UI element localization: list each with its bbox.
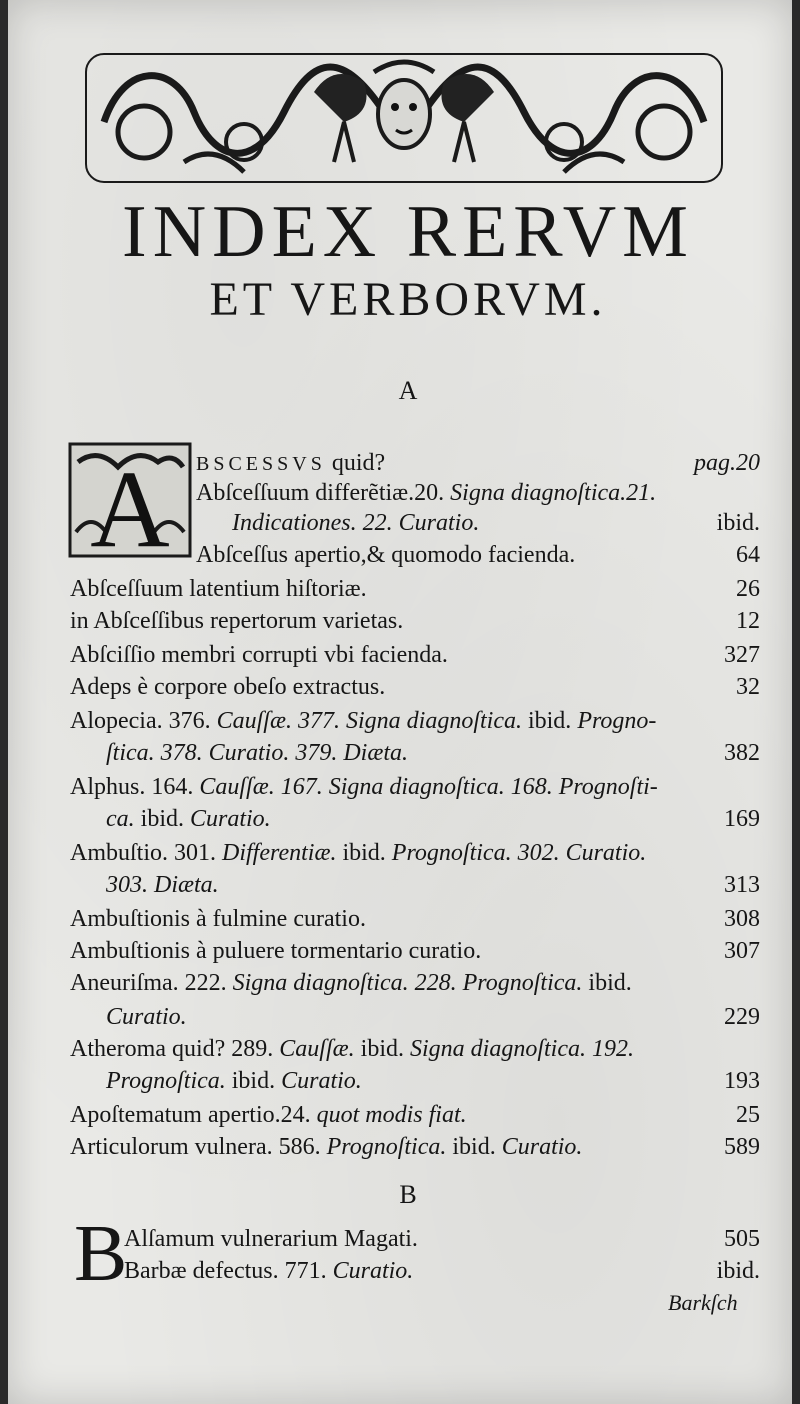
initial-letter-b: B <box>74 1210 128 1298</box>
page-number: 193 <box>724 1068 760 1094</box>
list-item: Ambuſtionis à fulmine curatio. 308 <box>70 906 760 932</box>
page-title: INDEX RERVM <box>122 191 694 273</box>
catchword: Barkſch <box>668 1290 738 1315</box>
list-item: Prognoſtica. ibid. Curatio. 193 <box>106 1068 760 1094</box>
list-item: Adeps è corpore obeſo extractus. 32 <box>70 674 760 700</box>
list-item: Alſamum vulnerarium Magati. 505 <box>124 1226 760 1252</box>
list-item: Aneuriſma. 222. Signa diagnoſtica. 228. Prognoſtica. ibid. <box>70 970 632 996</box>
page-subtitle: ET VERBORVM. <box>209 273 607 326</box>
list-item: Abſciſſio membri corrupti vbi facienda. 327 <box>70 642 760 668</box>
list-item: Curatio. 229 <box>106 1004 760 1030</box>
list-item: 303. Diæta. 313 <box>106 872 760 898</box>
page-number: 229 <box>724 1004 760 1030</box>
page-number: 313 <box>724 872 760 898</box>
section-letter-a: A <box>398 376 418 405</box>
list-item: ca. ibid. Curatio. 169 <box>106 806 760 832</box>
page-number: pag.20 <box>694 450 760 476</box>
list-item: Apoſtematum apertio.24. quot modis fiat. 25 <box>70 1102 760 1128</box>
list-item: Barbæ defectus. 771. Curatio. ibid. <box>124 1258 760 1284</box>
list-item: Atheroma quid? 289. Cauſſæ. ibid. Signa diagnoſtica. 192. <box>70 1036 634 1062</box>
list-item: BSCESSVS quid? pag.20 <box>196 450 760 476</box>
list-item: ſtica. 378. Curatio. 379. Diæta. 382 <box>106 740 760 766</box>
list-item: in Abſceſſibus repertorum varietas. 12 <box>70 608 760 634</box>
page-number: 308 <box>724 906 760 932</box>
decorated-initial-a-icon <box>68 442 192 558</box>
ornamental-headpiece <box>84 52 724 184</box>
section-letter-b: B <box>399 1180 417 1209</box>
list-item: Alphus. 164. Cauſſæ. 167. Signa diagnoſtica. 168. Prognoſti- <box>70 774 658 800</box>
page-number: 589 <box>724 1134 760 1160</box>
page-number: 64 <box>736 542 760 568</box>
page-number: 169 <box>724 806 760 832</box>
svg-text:A: A <box>90 448 170 558</box>
list-item: Abſceſſuum differẽtiæ.20. Signa diagnoſtica.21. <box>196 480 657 506</box>
page-number: 12 <box>736 608 760 634</box>
list-item: Ambuſtionis à puluere tormentario curatio. 307 <box>70 938 760 964</box>
list-item: Abſceſſus apertio,& quomodo facienda. 64 <box>196 542 760 568</box>
list-item: Ambuſtio. 301. Differentiæ. ibid. Prognoſtica. 302. Curatio. <box>70 840 647 866</box>
page-number: 307 <box>724 938 760 964</box>
book-page <box>8 0 792 1404</box>
page-number: 327 <box>724 642 760 668</box>
page-number: ibid. <box>716 510 760 536</box>
page-number: 505 <box>724 1226 760 1252</box>
page-number: 25 <box>736 1102 760 1128</box>
list-item: Articulorum vulnera. 586. Prognoſtica. ibid. Curatio. 589 <box>70 1134 760 1160</box>
list-item: Alopecia. 376. Cauſſæ. 377. Signa diagnoſtica. ibid. Progno- <box>70 708 657 734</box>
list-item: Indicationes. 22. Curatio. ibid. <box>232 510 760 536</box>
page-number: 26 <box>736 576 760 602</box>
page-number: ibid. <box>716 1258 760 1284</box>
page-number: 382 <box>724 740 760 766</box>
list-item: Abſceſſuum latentium hiſtoriæ. 26 <box>70 576 760 602</box>
page-number: 32 <box>736 674 760 700</box>
